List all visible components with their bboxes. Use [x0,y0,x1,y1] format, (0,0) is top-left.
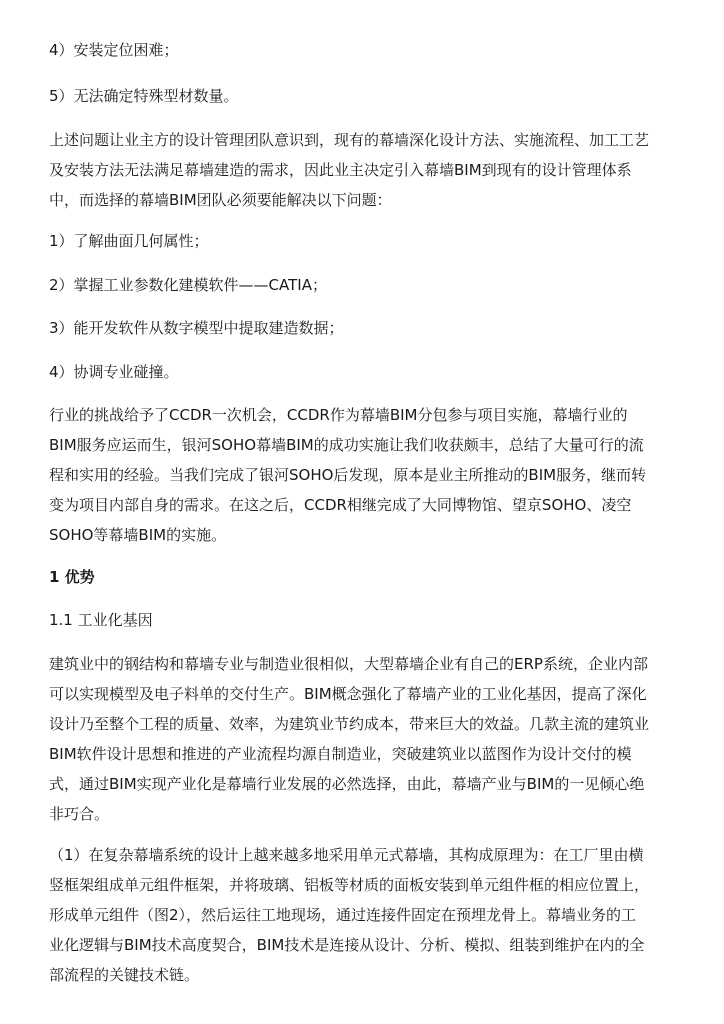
text-line: 程和实用的经验。当我们完成了银河SOHO后发现，原本是业主所推动的BIM服务，继而转 [49,466,647,484]
text-line: 4）协调专业碰撞。 [49,363,179,381]
text-line: 非巧合。 [49,805,110,823]
text-line: 业化逻辑与BIM技术高度契合，BIM技术是连接从设计、分析、模拟、组装到维护在内的全 [49,936,645,954]
text-line: 5）无法确定特殊型材数量。 [49,87,239,105]
text-line: 竖框架组成单元组件框架，并将玻璃、铝板等材质的面板安装到单元组件框的相应位置上， [49,876,650,894]
text-line: 1 优势 [49,568,95,586]
text-line: SOHO等幕墙BIM的实施。 [49,526,227,544]
text-line: 中，而选择的幕墙BIM团队必须要能解决以下问题： [49,191,392,209]
list-item-surface-geometry [49,226,681,256]
text-line: 2）掌握工业参数化建模软件——CATIA； [49,276,327,294]
text-line: 形成单元组件（图2），然后运往工地现场，通过连接件固定在预埋龙骨上。幕墙业务的工 [49,906,637,924]
section-heading-advantages [49,562,681,592]
text-line: 式，通过BIM实现产业化是幕墙行业发展的必然选择，由此，幕墙产业与BIM的一见倾心绝 [49,775,645,793]
text-line: 1.1 工业化基因 [49,611,153,629]
list-item-clash-coordination [49,357,681,387]
text-line: 部流程的关键技术链。 [49,966,200,984]
list-item-special-profiles [49,81,681,111]
paragraph-owner-decision [49,125,681,215]
text-line: （1）在复杂幕墙系统的设计上越来越多地采用单元式幕墙，其构成原理为：在工厂里由横 [49,846,644,864]
text-line: 及安装方法无法满足幕墙建造的需求，因此业主决定引入幕墙BIM到现有的设计管理体系 [49,161,632,179]
text-line: 1）了解曲面几何属性； [49,232,209,250]
text-line: BIM服务应运而生，银河SOHO幕墙BIM的成功实施让我们收获颇丰，总结了大量可行的流 [49,436,644,454]
list-item-catia [49,270,681,300]
text-line: 可以实现模型及电子料单的交付生产。BIM概念强化了幕墙产业的工业化基因，提高了深化 [49,685,647,703]
text-line: 上述问题让业主方的设计管理团队意识到，现有的幕墙深化设计方法、实施流程、加工工艺 [49,131,650,149]
text-line: 4）安装定位困难； [49,41,179,59]
text-line: 行业的挑战给予了CCDR一次机会，CCDR作为幕墙BIM分包参与项目实施，幕墙行业的 [49,406,628,424]
text-line: BIM软件设计思想和推进的产业流程均源自制造业，突破建筑业以蓝图作为设计交付的模 [49,745,632,763]
paragraph-unitized-curtain-wall [49,840,681,990]
text-line: 建筑业中的钢结构和幕墙专业与制造业很相似，大型幕墙企业有自己的ERP系统，企业内部 [49,655,648,673]
paragraph-industrial-gene [49,649,681,829]
text-line: 变为项目内部自身的需求。在这之后，CCDR相继完成了大同博物馆、望京SOHO、凌空 [49,496,632,514]
text-line: 设计乃至整个工程的质量、效率，为建筑业节约成本，带来巨大的效益。几款主流的建筑业 [49,715,650,733]
subsection-heading-industrial-gene [49,605,681,635]
list-item-install-positioning [49,35,681,65]
list-item-data-extraction [49,313,681,343]
paragraph-ccdr-opportunity [49,400,681,550]
text-line: 3）能开发软件从数字模型中提取建造数据； [49,319,344,337]
